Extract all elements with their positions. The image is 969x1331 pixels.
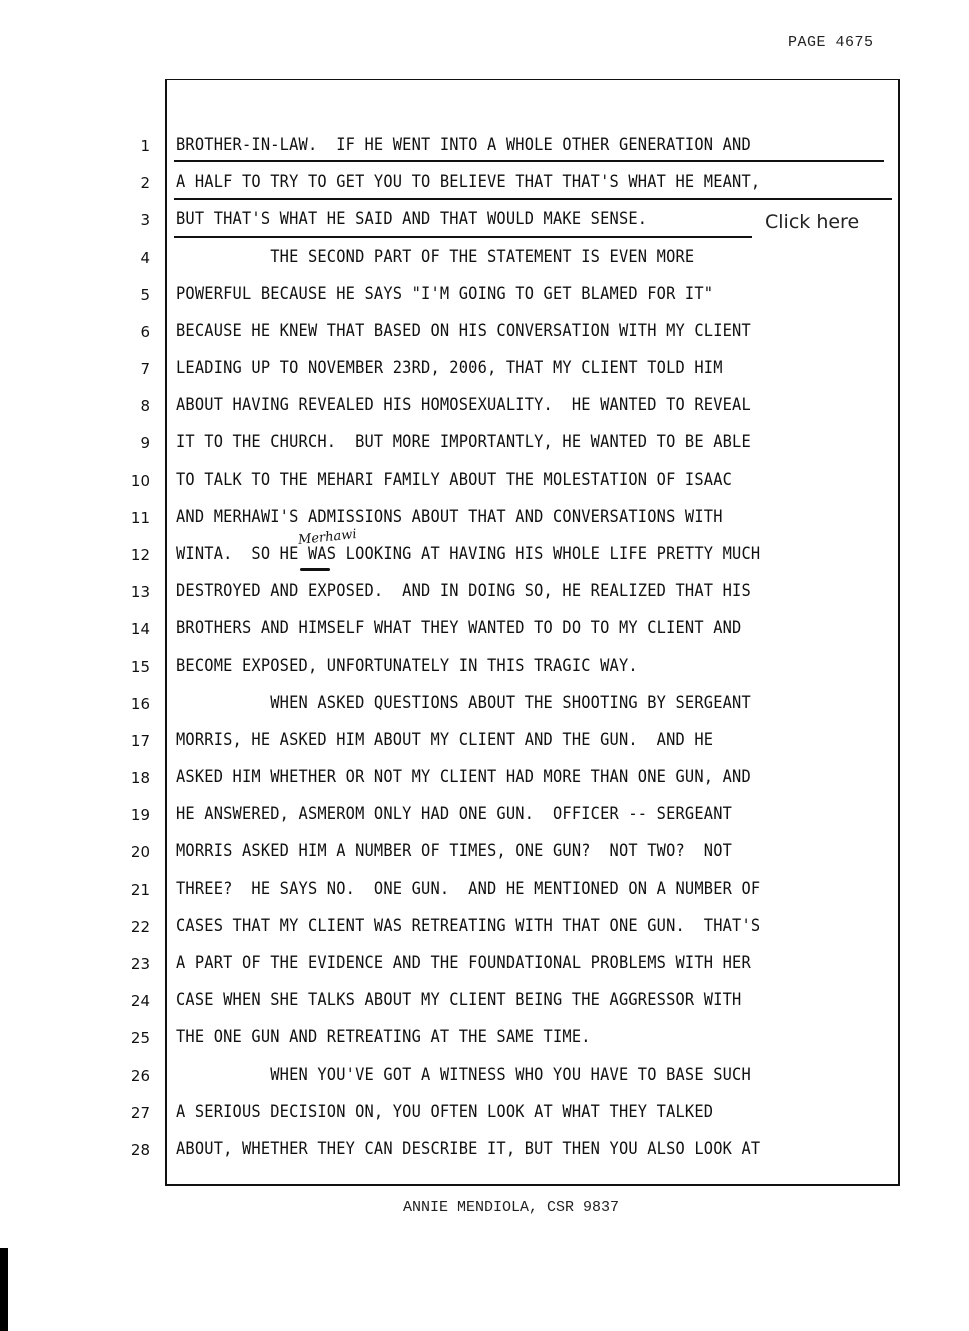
line-text: TO TALK TO THE MEHARI FAMILY ABOUT THE MOLESTATION OF ISAAC — [176, 469, 733, 489]
court-reporter-footer: ANNIE MENDIOLA, CSR 9837 — [403, 1199, 620, 1216]
line-number: 4 — [140, 248, 150, 267]
line-text: AND MERHAWI'S ADMISSIONS ABOUT THAT AND CONVERSATIONS WITH — [176, 506, 723, 526]
transcript-line — [0, 500, 969, 537]
line-text: WINTA. SO HE WAS LOOKING AT HAVING HIS WHOLE LIFE PRETTY MUCH — [176, 543, 761, 563]
line-number: 8 — [140, 397, 150, 416]
line-number: 2 — [140, 174, 150, 193]
line-text: IT TO THE CHURCH. BUT MORE IMPORTANTLY, HE WANTED TO BE ABLE — [176, 432, 751, 452]
line-number: 21 — [130, 880, 150, 899]
line-text: LEADING UP TO NOVEMBER 23RD, 2006, THAT MY CLIENT TOLD HIM — [176, 358, 723, 378]
line-number: 28 — [130, 1140, 150, 1159]
line-text: ASKED HIM WHETHER OR NOT MY CLIENT HAD MORE THAN ONE GUN, AND — [176, 767, 751, 787]
transcript-line — [0, 760, 969, 797]
handwritten-annotation: Merhawi — [297, 526, 358, 549]
line-number: 23 — [130, 954, 150, 973]
underline-line-1 — [174, 160, 884, 162]
line-text: MORRIS, HE ASKED HIM ABOUT MY CLIENT AND THE GUN. AND HE — [176, 729, 714, 749]
line-number: 3 — [140, 211, 150, 230]
transcript-line — [0, 351, 969, 388]
transcript-line — [0, 723, 969, 760]
line-number: 24 — [130, 992, 150, 1011]
line-text: A PART OF THE EVIDENCE AND THE FOUNDATIONAL PROBLEMS WITH HER — [176, 952, 751, 972]
line-number: 19 — [130, 806, 150, 825]
line-text: ABOUT, WHETHER THEY CAN DESCRIBE IT, BUT THEN YOU ALSO LOOK AT — [176, 1138, 761, 1158]
page-number: PAGE 4675 — [788, 34, 874, 51]
line-text: CASE WHEN SHE TALKS ABOUT MY CLIENT BEING THE AGGRESSOR WITH — [176, 990, 742, 1010]
transcript-line — [0, 834, 969, 871]
line-number: 14 — [130, 620, 150, 639]
transcript-line — [0, 649, 969, 686]
line-number: 13 — [130, 583, 150, 602]
line-number: 25 — [130, 1029, 150, 1048]
transcript-line — [0, 1058, 969, 1095]
transcript-line — [0, 946, 969, 983]
line-text: A SERIOUS DECISION ON, YOU OFTEN LOOK AT WHAT THEY TALKED — [176, 1101, 714, 1121]
transcript-line — [0, 574, 969, 611]
line-text: A HALF TO TRY TO GET YOU TO BELIEVE THAT THAT'S WHAT HE MEANT, — [176, 172, 761, 192]
transcript-line — [0, 463, 969, 500]
line-number: 26 — [130, 1066, 150, 1085]
line-number: 20 — [130, 843, 150, 862]
line-text: BECAUSE HE KNEW THAT BASED ON HIS CONVERSATION WITH MY CLIENT — [176, 320, 751, 340]
line-number: 16 — [130, 694, 150, 713]
line-text: THE SECOND PART OF THE STATEMENT IS EVEN MORE — [176, 246, 695, 266]
underline-line-2 — [174, 198, 892, 200]
line-text: BROTHERS AND HIMSELF WHAT THEY WANTED TO DO TO MY CLIENT AND — [176, 618, 742, 638]
line-text: BUT THAT'S WHAT HE SAID AND THAT WOULD MAKE SENSE. — [176, 209, 648, 229]
line-text: BROTHER-IN-LAW. IF HE WENT INTO A WHOLE OTHER GENERATION AND — [176, 135, 751, 154]
handwritten-underline-mark — [300, 568, 330, 571]
transcript-line — [0, 909, 969, 946]
transcript-line — [0, 797, 969, 834]
line-number: 6 — [140, 322, 150, 341]
line-number: 12 — [130, 545, 150, 564]
line-number: 22 — [130, 917, 150, 936]
line-number: 15 — [130, 657, 150, 676]
line-text: ABOUT HAVING REVEALED HIS HOMOSEXUALITY. HE WANTED TO REVEAL — [176, 395, 751, 415]
transcript-line — [0, 277, 969, 314]
click-here-link[interactable]: Click here — [765, 211, 860, 233]
line-text: WHEN ASKED QUESTIONS ABOUT THE SHOOTING BY SERGEANT — [176, 692, 751, 712]
scan-edge-mark — [0, 1248, 8, 1331]
transcript-line — [0, 425, 969, 462]
transcript-line — [0, 240, 969, 277]
transcript-line — [0, 314, 969, 351]
transcript-line — [0, 686, 969, 723]
underline-line-3 — [174, 236, 752, 238]
transcript-line — [0, 872, 969, 909]
transcript-line — [0, 1132, 969, 1169]
line-text: DESTROYED AND EXPOSED. AND IN DOING SO, HE REALIZED THAT HIS — [176, 581, 751, 601]
transcript-line — [0, 388, 969, 425]
transcript-line — [0, 165, 969, 202]
line-number: 17 — [130, 731, 150, 750]
line-text: BECOME EXPOSED, UNFORTUNATELY IN THIS TRAGIC WAY. — [176, 655, 638, 675]
transcript-line — [0, 1095, 969, 1132]
line-text: THREE? HE SAYS NO. ONE GUN. AND HE MENTIONED ON A NUMBER OF — [176, 878, 761, 898]
line-number: 5 — [140, 285, 150, 304]
line-number: 9 — [140, 434, 150, 453]
line-text: HE ANSWERED, ASMEROM ONLY HAD ONE GUN. OFFICER -- SERGEANT — [176, 804, 733, 824]
transcript-line — [0, 983, 969, 1020]
line-number: 18 — [130, 769, 150, 788]
line-text: POWERFUL BECAUSE HE SAYS "I'M GOING TO GET BLAMED FOR IT" — [176, 283, 714, 303]
line-text: THE ONE GUN AND RETREATING AT THE SAME TIME. — [176, 1027, 591, 1047]
transcript-line — [0, 537, 969, 574]
line-number: 27 — [130, 1103, 150, 1122]
line-number: 1 — [140, 137, 150, 155]
transcript-line — [0, 611, 969, 648]
line-text: WHEN YOU'VE GOT A WITNESS WHO YOU HAVE TO BASE SUCH — [176, 1064, 751, 1084]
line-text: MORRIS ASKED HIM A NUMBER OF TIMES, ONE GUN? NOT TWO? NOT — [176, 841, 733, 861]
line-text: CASES THAT MY CLIENT WAS RETREATING WITH THAT ONE GUN. THAT'S — [176, 915, 761, 935]
line-number: 7 — [140, 360, 150, 379]
line-number: 10 — [130, 471, 150, 490]
line-number: 11 — [130, 508, 150, 527]
transcript-line — [0, 1020, 969, 1057]
